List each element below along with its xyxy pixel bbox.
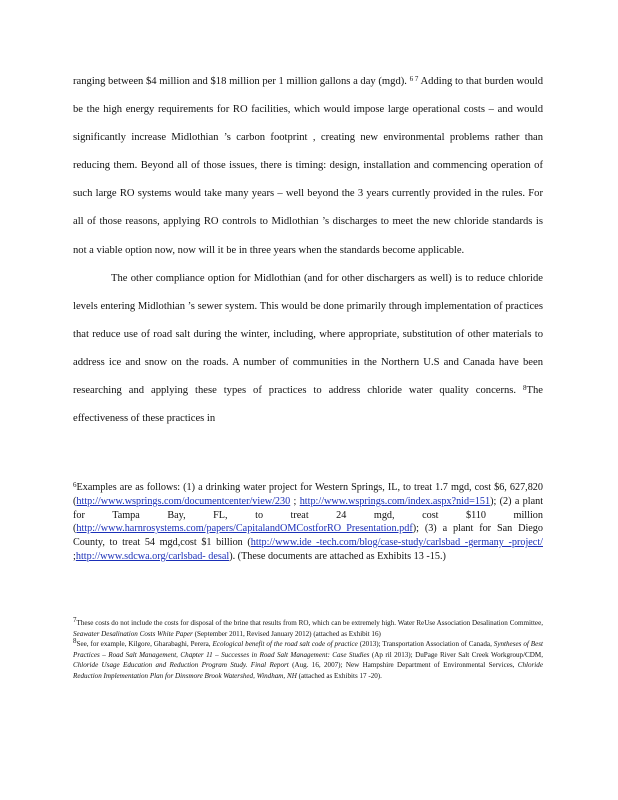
- footnote-8-title-3: Chloride Usage Education and Reduction Program Study. Final Report: [73, 661, 289, 670]
- paragraph-1-text-a: ranging between $4 million and $18 million per 1 million gallons a day (mgd).: [73, 76, 407, 87]
- footnote-6-part3: ); (2) a plant for Tampa Bay, FL, to treat 24 mgd, cost $110 million (: [73, 495, 544, 535]
- paragraph-1-text-b: Adding to that burden would be the high energy requirements for RO facilities, which would impose large operational costs – and would significantly increase Midlothian ’s carbon footprint , creating new environmental problems rather than reducing them. Beyond all of those issues, there is timing: design, installation and commencing operation of such large RO systems would take many years – well beyond the 3 years currently provided in the rules. For all of those reasons, applying RO controls to Midlothian ’s discharges to meet the new chloride standards is not a viable option now, now will it be in three years when the standards become applicable.: [73, 76, 543, 256]
- paragraph-2-text-a: The other compliance option for Midlothian (and for other dischargers as well) is to reduce chloride levels entering Midlothian ’s sewer system. This would be done primarily through implementation of practices that reduce use of road salt during the winter, including, where appropriate, substitution of other materials to address ice and snow on the roads. A number of communities in the Northern U.S and Canada have been researching and applying these types of practices to address chloride water quality concerns.: [73, 272, 543, 397]
- footnote-8-part3: (Ap ril 2013); DuPage River Salt Creek Workgroup/CDM,: [371, 650, 543, 659]
- footnote-8-marker: 8: [73, 637, 77, 646]
- paragraph-2: [73, 265, 543, 434]
- footnote-8-part4: (Aug. 16, 2007); New Hampshire Department of Environmental Services,: [292, 661, 515, 670]
- footnote-6-link-2[interactable]: http://www.wsprings.com/index.aspx?nid=151: [299, 495, 491, 507]
- footnote-8-title-4: Chloride Reduction Implementation Plan for Dinsmore Brook Watershed, Windham, NH: [73, 661, 543, 680]
- footnote-6-part2: ;: [293, 495, 297, 507]
- footnote-8: [73, 639, 543, 681]
- footnote-6-link-3[interactable]: http://www.harnrosystems.com/papers/CapitalandOMCostforRO_Presentation.pdf: [76, 523, 413, 535]
- footnote-6-part6: ). (These documents are attached as Exhibits 13 -15.): [229, 550, 446, 562]
- footnote-7: [73, 618, 543, 639]
- footnote-6-part5: ;: [73, 550, 76, 562]
- footnote-6-part1: Examples are as follows: (1) a drinking water project for Western Springs, IL, to treat 1.7 mgd, cost $6, 627,820 (: [73, 482, 543, 507]
- footnote-7-marker: 7: [73, 616, 77, 624]
- footnote-ref-8[interactable]: 8: [523, 384, 527, 393]
- footnote-ref-6-7[interactable]: 6 7: [409, 75, 419, 83]
- footnote-8-title-2: Syntheses of Best Practices – Road Salt Management, Chapter 11 – Successes in Road Salt Management: Case Studies: [73, 640, 543, 659]
- footnote-6-marker: 6: [73, 481, 77, 489]
- footnote-6-link-4[interactable]: http://www.ide -tech.com/blog/case-study/carlsbad -germany -project/: [250, 537, 543, 549]
- footnote-7-part2: (September 2011, Revised January 2012) (attached as Exhibit 16): [194, 629, 381, 638]
- footnote-8-title-1: Ecological benefit of the road salt code of practice: [212, 640, 358, 649]
- footnote-6-part4: ); (3) a plant for San Diego County, to treat 54 mgd,cost $1 billion (: [73, 523, 543, 549]
- body-text: [73, 68, 543, 433]
- footnote-6: [73, 481, 543, 564]
- footnote-8-part5: (attached as Exhibits 17 -20).: [298, 671, 382, 680]
- footnote-8-part1: See, for example, Kilgore, Gharabaghi, Perera,: [76, 640, 211, 649]
- footnote-7-part1: These costs do not include the costs for disposal of the brine that results from RO, which can be extremely high. Water ReUse Association Desalination Committee,: [76, 619, 543, 627]
- paragraph-2-text-b: The effectiveness of these practices in: [73, 385, 544, 425]
- paragraph-1: [73, 68, 543, 265]
- footnote-8-part2: (2013); Transportation Association of Canada,: [359, 640, 492, 649]
- footnote-7-title: Seawater Desalination Costs White Paper: [73, 629, 193, 638]
- footnotes-small: [73, 618, 543, 682]
- footnote-6-link-5[interactable]: http://www.sdcwa.org/carlsbad- desal: [75, 550, 230, 562]
- footnote-6-link-1[interactable]: http://www.wsprings.com/documentcenter/view/230: [76, 495, 291, 507]
